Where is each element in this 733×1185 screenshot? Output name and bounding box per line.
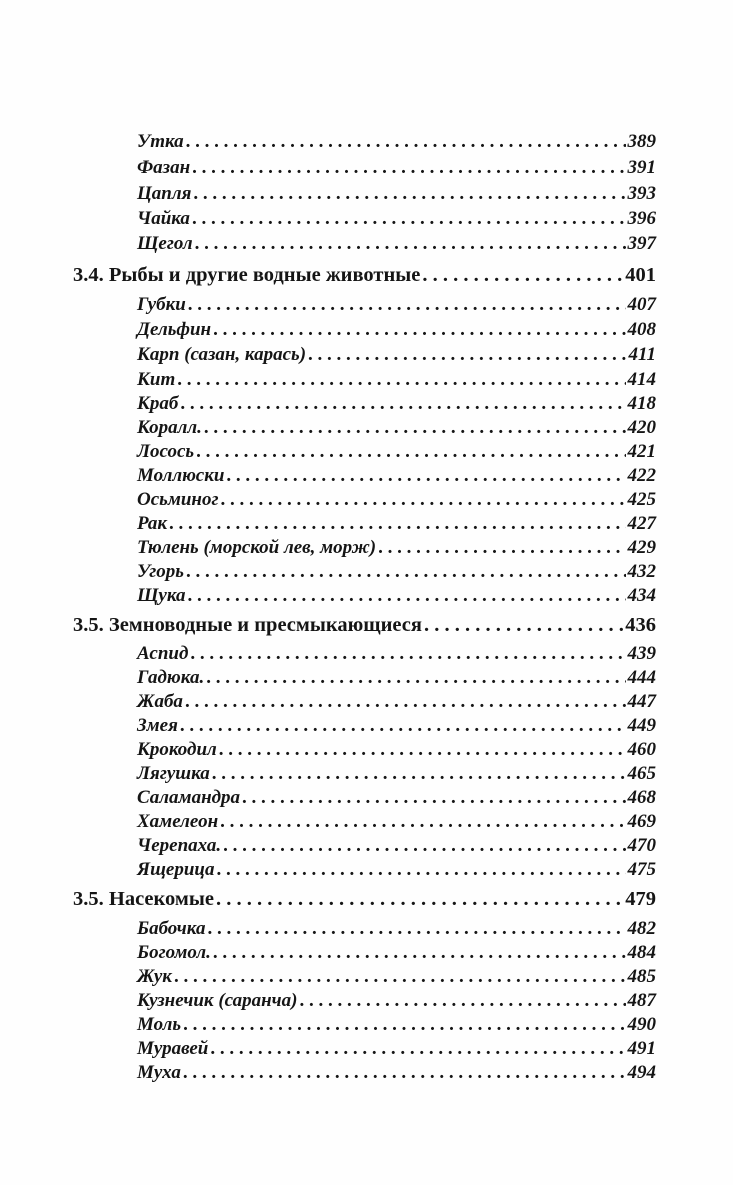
toc-entry-title: Цапля — [137, 183, 192, 204]
dot-leader — [212, 761, 626, 787]
toc-section-title: 3.4. Рыбы и другие водные животные — [73, 264, 421, 286]
toc-section-title: 3.5. Земноводные и пресмыкающиеся — [73, 614, 422, 636]
toc-entry — [137, 155, 656, 181]
dot-leader — [204, 415, 626, 441]
toc-entry-title: Лосось — [137, 441, 195, 462]
toc-entry-page: 490 — [627, 1014, 656, 1035]
dot-leader — [174, 964, 626, 990]
dot-leader — [216, 857, 625, 883]
dot-leader — [242, 785, 625, 811]
toc-entry-page: 393 — [627, 183, 656, 204]
dot-leader — [183, 1060, 626, 1086]
dot-leader — [378, 535, 625, 561]
dot-leader — [185, 689, 626, 715]
dot-leader — [187, 583, 625, 609]
toc-entry-title: Моллюски — [137, 465, 225, 486]
toc-section-heading — [73, 612, 656, 638]
dot-leader — [183, 1012, 625, 1038]
dot-leader — [210, 1036, 625, 1062]
dot-leader — [220, 809, 625, 835]
toc-entry — [137, 181, 656, 207]
toc-entry-title: Фазан — [137, 157, 191, 178]
toc-section-heading — [73, 262, 656, 288]
toc-entry — [137, 737, 656, 763]
toc-entry-page: 494 — [627, 1062, 656, 1083]
dot-leader — [206, 665, 625, 691]
toc-entry — [137, 511, 656, 537]
toc-entry — [137, 487, 656, 513]
toc-entry-page: 407 — [627, 294, 656, 315]
toc-entry-page: 414 — [627, 369, 656, 390]
toc-entry — [137, 535, 656, 561]
toc-section-title: 3.5. Насекомые — [73, 888, 214, 910]
dot-leader — [195, 231, 626, 257]
toc-entry-page: 460 — [627, 739, 656, 760]
toc-entry — [137, 1036, 656, 1062]
toc-entry-page: 447 — [627, 691, 656, 712]
toc-entry-page: 491 — [627, 1038, 656, 1059]
toc-entry — [137, 129, 656, 155]
toc-entry — [137, 857, 656, 883]
dot-leader — [192, 155, 625, 181]
toc-entry-page: 408 — [627, 319, 656, 340]
toc-entry — [137, 292, 656, 318]
toc-entry-title: Кит — [137, 369, 176, 390]
toc-entry — [137, 583, 656, 609]
toc-entry-title: Угорь — [137, 561, 184, 582]
dot-leader — [213, 317, 625, 343]
toc-entry-title: Лягушка — [137, 763, 210, 784]
toc-entry — [137, 463, 656, 489]
toc-entry-page: 449 — [627, 715, 656, 736]
dot-leader — [207, 916, 625, 942]
toc-entry — [137, 206, 656, 232]
toc-entry-title: Богомол. — [137, 942, 211, 963]
toc-entry-title: Моль — [137, 1014, 182, 1035]
toc-entry-title: Чайка — [137, 208, 190, 229]
toc-entry — [137, 231, 656, 257]
toc-section-page: 479 — [625, 888, 656, 910]
toc-entry-title: Губки — [137, 294, 186, 315]
toc-entry — [137, 988, 656, 1014]
toc-entry-title: Коралл. — [137, 417, 202, 438]
toc-entry-title: Гадюка. — [137, 667, 205, 688]
toc-entry — [137, 833, 656, 859]
toc-entry-title: Хамелеон — [137, 811, 219, 832]
toc-entry-title: Кузнечик (саранча) — [137, 990, 298, 1011]
toc-entry-page: 470 — [627, 835, 656, 856]
dot-leader — [169, 511, 625, 537]
dot-leader — [424, 612, 623, 638]
toc-entry-title: Рак — [137, 513, 168, 534]
toc-entry — [137, 964, 656, 990]
toc-entry-page: 469 — [627, 811, 656, 832]
toc-entry-page: 389 — [627, 131, 656, 152]
toc-entry-page: 468 — [627, 787, 656, 808]
toc-entry-page: 439 — [627, 643, 656, 664]
toc-entry-title: Ящерица — [137, 859, 215, 880]
toc-entry-page: 418 — [627, 393, 656, 414]
toc-entry-title: Саламандра — [137, 787, 241, 808]
toc-entry-page: 484 — [627, 942, 656, 963]
toc-entry-title: Аспид — [137, 643, 189, 664]
dot-leader — [190, 641, 625, 667]
toc-entry-page: 420 — [627, 417, 656, 438]
toc-entry-page: 444 — [627, 667, 656, 688]
dot-leader — [180, 391, 625, 417]
toc-section-page: 401 — [625, 264, 656, 286]
toc-entry-title: Краб — [137, 393, 179, 414]
dot-leader — [216, 886, 623, 912]
dot-leader — [196, 439, 625, 465]
dot-leader — [299, 988, 625, 1014]
toc-entry — [137, 342, 656, 368]
toc-entry — [137, 1060, 656, 1086]
toc-entry — [137, 665, 656, 691]
toc-entry-page: 411 — [628, 344, 656, 365]
toc-entry-page: 391 — [627, 157, 656, 178]
toc-entry — [137, 415, 656, 441]
dot-leader — [186, 559, 626, 585]
toc-entry-title: Змея — [137, 715, 178, 736]
toc-entry-title: Щегол — [137, 233, 193, 254]
dot-leader — [186, 129, 626, 155]
dot-leader — [192, 206, 626, 232]
dot-leader — [193, 181, 625, 207]
toc-entry-title: Муха — [137, 1062, 181, 1083]
dot-leader — [223, 833, 625, 859]
dot-leader — [177, 367, 625, 393]
toc-entry-page: 434 — [627, 585, 656, 606]
toc-entry — [137, 391, 656, 417]
toc-entry — [137, 785, 656, 811]
toc-entry-title: Крокодил — [137, 739, 217, 760]
toc-entry-page: 422 — [627, 465, 656, 486]
toc-entry — [137, 916, 656, 942]
toc-entry — [137, 809, 656, 835]
toc-entry-title: Утка — [137, 131, 184, 152]
dot-leader — [180, 713, 626, 739]
toc-entry-page: 429 — [627, 537, 656, 558]
toc-entry — [137, 641, 656, 667]
toc-entry-title: Муравей — [137, 1038, 209, 1059]
dot-leader — [308, 342, 627, 368]
toc-entry-page: 425 — [627, 489, 656, 510]
toc-entry-title: Жаба — [137, 691, 183, 712]
toc-entry — [137, 689, 656, 715]
toc-entry — [137, 367, 656, 393]
toc-entry-title: Тюлень (морской лев, морж) — [137, 537, 377, 558]
toc-entry — [137, 1012, 656, 1038]
dot-leader — [226, 463, 625, 489]
toc-entry-page: 465 — [627, 763, 656, 784]
toc-entry-title: Бабочка — [137, 918, 206, 939]
toc-entry — [137, 317, 656, 343]
dot-leader — [422, 262, 623, 288]
toc-entry-page: 427 — [627, 513, 656, 534]
toc-entry-title: Карп (сазан, карась) — [137, 344, 307, 365]
toc-entry — [137, 940, 656, 966]
toc-entry-page: 482 — [627, 918, 656, 939]
toc-entry-page: 487 — [627, 990, 656, 1011]
toc-entry-page: 432 — [627, 561, 656, 582]
toc-section-heading — [73, 886, 656, 912]
toc-entry-page: 421 — [627, 441, 656, 462]
toc-entry-page: 397 — [627, 233, 656, 254]
toc-entry — [137, 439, 656, 465]
toc-entry-page: 475 — [627, 859, 656, 880]
toc-entry — [137, 761, 656, 787]
toc-entry-page: 396 — [627, 208, 656, 229]
toc-entry-title: Осьминог — [137, 489, 219, 510]
toc-entry — [137, 559, 656, 585]
toc-entry-page: 485 — [627, 966, 656, 987]
dot-leader — [213, 940, 626, 966]
toc-section-page: 436 — [625, 614, 656, 636]
toc-entry-title: Жук — [137, 966, 172, 987]
toc-entry-title: Дельфин — [137, 319, 212, 340]
toc-entry-title: Щука — [137, 585, 186, 606]
toc-entry-title: Черепаха. — [137, 835, 222, 856]
dot-leader — [219, 737, 626, 763]
dot-leader — [188, 292, 626, 318]
dot-leader — [220, 487, 625, 513]
toc-entry — [137, 713, 656, 739]
